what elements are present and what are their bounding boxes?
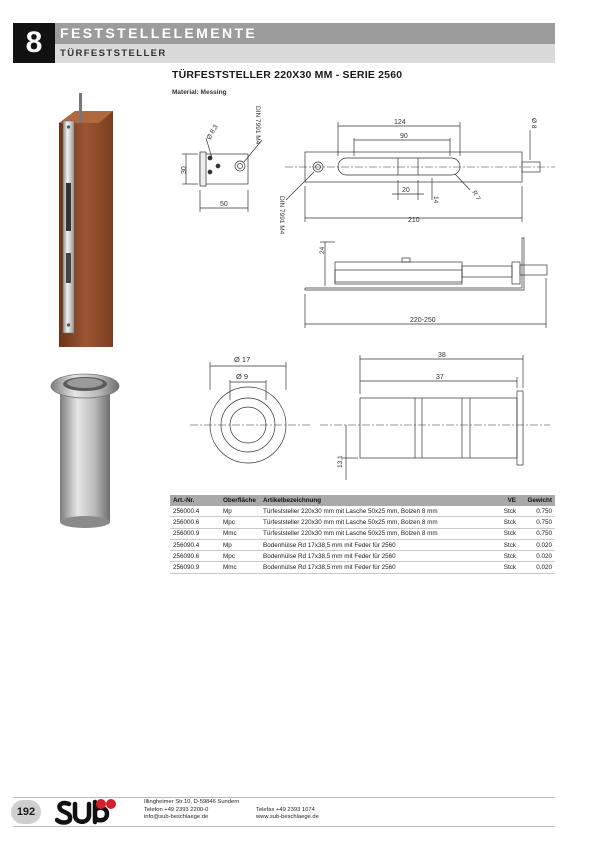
surface: Mpc xyxy=(220,517,260,528)
label-r7: R 7 xyxy=(470,189,482,202)
col-header-ve: VE xyxy=(493,495,519,506)
table-row xyxy=(170,517,555,528)
description: Türfeststeller 220x30 mm mit Lasche 50x25 mm, Bolzen 8 mm xyxy=(260,506,493,517)
table-row xyxy=(170,551,555,562)
dim-20: 20 xyxy=(402,187,410,194)
strike-plate xyxy=(200,154,248,184)
ve: Stck xyxy=(493,551,519,562)
col-header-description: Artikelbezeichnung xyxy=(260,495,493,506)
door-bolt-photo xyxy=(55,93,115,349)
footer-contact xyxy=(144,799,319,822)
table-row xyxy=(170,562,555,573)
surface: Mp xyxy=(220,506,260,517)
weight: 0.750 xyxy=(519,528,555,539)
ve: Stck xyxy=(493,517,519,528)
art-nr: 256000.6 xyxy=(170,517,220,528)
footer-fax: Telefax +49 2393 1074 xyxy=(256,806,315,813)
table-row xyxy=(170,528,555,539)
dim-124: 124 xyxy=(394,119,406,126)
sub-logo xyxy=(55,798,117,826)
dim-30: 30 xyxy=(181,166,188,174)
label-d8-3: Ø 8,3 xyxy=(205,123,220,141)
dim-38: 38 xyxy=(438,352,446,359)
label-d8: Ø 8 xyxy=(530,118,537,129)
weight: 0.020 xyxy=(519,562,555,573)
surface: Mmc xyxy=(220,528,260,539)
section-title: FESTSTELLELEMENTE xyxy=(55,23,555,44)
art-nr: 256000.9 xyxy=(170,528,220,539)
dim-90: 90 xyxy=(400,133,408,140)
floor-sleeve-photo xyxy=(48,370,128,528)
footer-email[interactable]: info@sub-beschlaege.de xyxy=(144,814,209,821)
technical-drawing xyxy=(170,100,560,485)
article-table xyxy=(170,495,555,574)
weight: 0.020 xyxy=(519,551,555,562)
art-nr: 256090.9 xyxy=(170,562,220,573)
label-din-top: DIN 7991 M4 xyxy=(254,106,261,145)
dim-13-1: 13,1 xyxy=(337,455,344,468)
ve: Stck xyxy=(493,562,519,573)
description: Bodenhülse Rd 17x38,5 mm mit Feder für 2560 xyxy=(260,551,493,562)
description: Bodenhülse Rd 17x38,5 mm mit Feder für 2560 xyxy=(260,539,493,550)
col-header-art-nr: Art.-Nr. xyxy=(170,495,220,506)
art-nr: 256090.4 xyxy=(170,539,220,550)
description: Türfeststeller 220x30 mm mit Lasche 50x25 mm, Bolzen 8 mm xyxy=(260,528,493,539)
subsection-title: TÜRFESTSTELLER xyxy=(55,44,555,63)
ve: Stck xyxy=(493,528,519,539)
dim-220-250: 220-250 xyxy=(410,317,436,324)
description: Türfeststeller 220x30 mm mit Lasche 50x25 mm, Bolzen 8 mm xyxy=(260,517,493,528)
weight: 0.750 xyxy=(519,517,555,528)
weight: 0.750 xyxy=(519,506,555,517)
col-header-surface: Oberfläche xyxy=(220,495,260,506)
footer-divider-bottom xyxy=(13,826,555,827)
description: Bodenhülse Rd 17x38,5 mm mit Feder für 2560 xyxy=(260,562,493,573)
dim-d9: Ø 9 xyxy=(236,372,249,381)
table-header-row xyxy=(170,495,555,506)
footer-address: Illingheimer Str.10, D-59846 Sundern xyxy=(144,799,240,805)
surface: Mp xyxy=(220,539,260,550)
table-row xyxy=(170,506,555,517)
ve: Stck xyxy=(493,539,519,550)
page-number: 192 xyxy=(11,800,41,824)
surface: Mmc xyxy=(220,562,260,573)
dim-24: 24 xyxy=(319,246,326,254)
art-nr: 256000.4 xyxy=(170,506,220,517)
dim-210: 210 xyxy=(408,217,420,224)
dim-14: 14 xyxy=(432,196,439,204)
sleeve-side-view xyxy=(360,398,517,458)
material-label: Material: Messing xyxy=(172,89,227,96)
chapter-number: 8 xyxy=(13,23,55,63)
col-header-weight: Gewicht xyxy=(519,495,555,506)
dim-d17: Ø 17 xyxy=(234,355,251,364)
art-nr: 256090.6 xyxy=(170,551,220,562)
dim-50: 50 xyxy=(220,201,228,208)
ve: Stck xyxy=(493,506,519,517)
weight: 0.020 xyxy=(519,539,555,550)
surface: Mpc xyxy=(220,551,260,562)
product-title: TÜRFESTSTELLER 220X30 MM - SERIE 2560 xyxy=(172,69,403,81)
bolt-body-side xyxy=(335,262,462,284)
label-din-side: DIN 7991 M4 xyxy=(278,196,285,235)
table-row xyxy=(170,539,555,550)
footer-website[interactable]: www.sub-beschlaege.de xyxy=(256,814,319,821)
dim-37: 37 xyxy=(436,374,444,381)
footer-phone: Telefon +49 2393 2200-0 xyxy=(144,806,209,813)
